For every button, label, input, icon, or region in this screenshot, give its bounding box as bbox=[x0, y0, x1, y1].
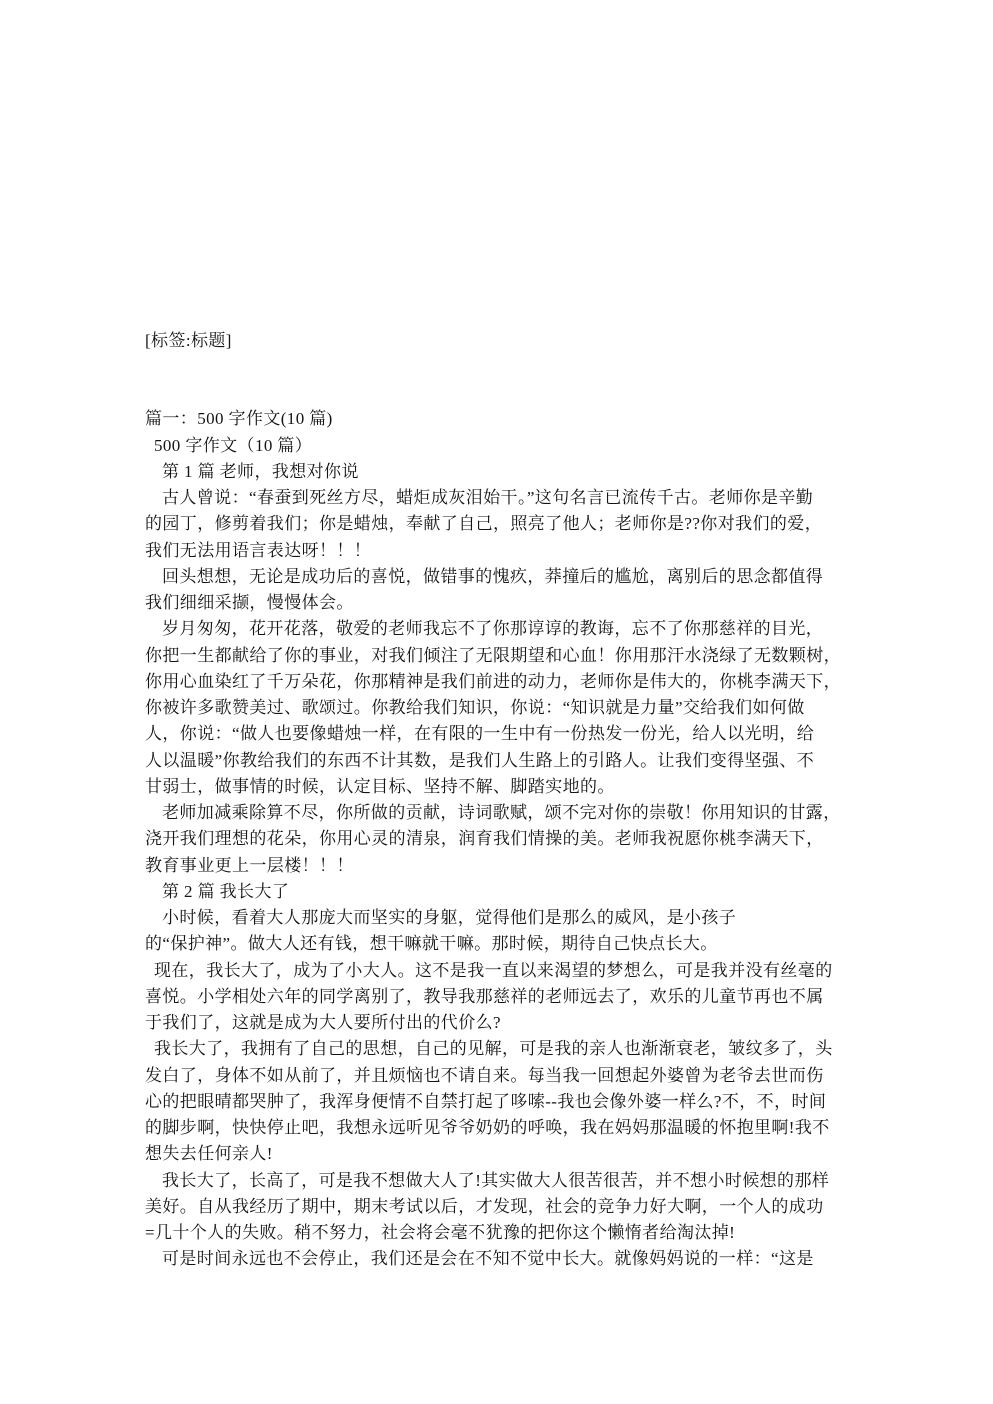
document-lines bbox=[145, 406, 865, 1272]
text-line: 的“保护神”。做大人还有钱，想干嘛就干嘛。那时候，期待自己快点长大。 bbox=[145, 934, 718, 954]
text-line: 第 2 篇 我长大了 bbox=[162, 881, 290, 901]
text-line: 喜悦。小学相处六年的同学离别了，教导我那慈祥的老师远去了，欢乐的儿童节再也不属 bbox=[145, 986, 824, 1006]
text-line: 人，你说：“做人也要像蜡烛一样，在有限的一生中有一份热发一份光，给人以光明，给 bbox=[145, 724, 815, 744]
text-line: 篇一：500 字作文(10 篇) bbox=[145, 409, 333, 429]
header-tag: [标签:标题] bbox=[145, 331, 232, 350]
text-line: 人以温暖”你教给我们的东西不计其数，是我们人生路上的引路人。让我们变得坚强、不 bbox=[145, 750, 815, 770]
text-line: 心的把眼晴都哭肿了，我浑身便情不自禁打起了哆嗦--我也会像外婆一样么?不，不，时间 bbox=[145, 1091, 827, 1111]
text-line: 你用心血染红了千万朵花，你那精神是我们前进的动力，老师你是伟大的，你桃李满天下， bbox=[145, 671, 841, 691]
text-line: 回头想想，无论是成功后的喜悦，做错事的愧疚，莽撞后的尴尬，离别后的思念都值得 bbox=[162, 566, 824, 586]
text-line: 小时候，看着大人那庞大而坚实的身躯，觉得他们是那么的威风，是小孩子 bbox=[162, 908, 737, 927]
text-line: 我长大了，长高了，可是我不想做大人了!其实做大人很苦很苦，并不想小时候想的那样 bbox=[162, 1170, 830, 1190]
document-body bbox=[145, 328, 865, 1273]
text-line: 可是时间永远也不会停止，我们还是会在不知不觉中长大。就像妈妈说的一样：“这是 bbox=[162, 1249, 814, 1269]
text-line: 浇开我们理想的花朵，你用心灵的清泉，润育我们情操的美。老师我祝愿你桃李满天下， bbox=[145, 829, 824, 849]
text-line: 的脚步啊，快快停止吧，我想永远听见爷爷奶奶的呼唤，我在妈妈那温暖的怀抱里啊!我不 bbox=[145, 1118, 830, 1137]
blank-space bbox=[145, 354, 865, 406]
text-line: 岁月匆匆，花开花落，敬爱的老师我忘不了你那谆谆的教诲，忘不了你那慈祥的目光， bbox=[162, 619, 824, 639]
text-line: 第 1 篇 老师，我想对你说 bbox=[162, 461, 359, 481]
text-line: 500 字作文（10 篇） bbox=[154, 435, 313, 455]
text-line: 的园丁，修剪着我们；你是蜡烛，奉献了自己，照亮了他人；老师你是??你对我们的爱， bbox=[145, 514, 823, 534]
text-line: =几十个人的失败。稍不努力，社会将会毫不犹豫的把你这个懒惰者给淘汰掉! bbox=[145, 1223, 736, 1242]
text-line: 美好。自从我经历了期中，期末考试以后，才发现，社会的竞争力好大啊，一个人的成功 bbox=[145, 1196, 824, 1216]
text-line: 你把一生都献给了你的事业，对我们倾注了无限期望和心血！你用那汗水浇绿了无数颗树， bbox=[145, 645, 841, 665]
text-line: 现在，我长大了，成为了小大人。这不是我一直以来渴望的梦想么，可是我并没有丝毫的 bbox=[154, 960, 833, 980]
text-line: 古人曾说：“春蚕到死丝方尽，蜡炬成灰泪始干。”这句名言已流传千古。老师你是辛勤 bbox=[162, 488, 814, 507]
text-line: 于我们了，这就是成为大人要所付出的代价么? bbox=[145, 1013, 501, 1032]
text-line: 我们细细采撷，慢慢体会。 bbox=[145, 593, 354, 612]
text-line: 老师加减乘除算不尽，你所做的贡献，诗词歌赋，颂不完对你的崇敬！你用知识的甘露， bbox=[162, 803, 841, 822]
text-line: 我长大了，我拥有了自己的思想，自己的见解，可是我的亲人也渐渐衰老，皱纹多了，头 bbox=[154, 1039, 833, 1059]
text-line: 甘弱士，做事情的时候，认定目标、坚持不解、脚踏实地的。 bbox=[145, 776, 615, 796]
text-line: 发白了，身体不如从前了，并且烦恼也不请自来。每当我一回想起外婆曾为老爷去世而伤 bbox=[145, 1065, 824, 1085]
text-line: 你被许多歌赞美过、歌颂过。你教给我们知识，你说：“知识就是力量”交给我们如何做 bbox=[145, 698, 805, 717]
text-line: 想失去任何亲人! bbox=[145, 1144, 273, 1164]
text-line: 教育事业更上一层楼！！！ bbox=[145, 855, 354, 875]
text-line: 我们无法用语言表达呀！！！ bbox=[145, 540, 372, 560]
